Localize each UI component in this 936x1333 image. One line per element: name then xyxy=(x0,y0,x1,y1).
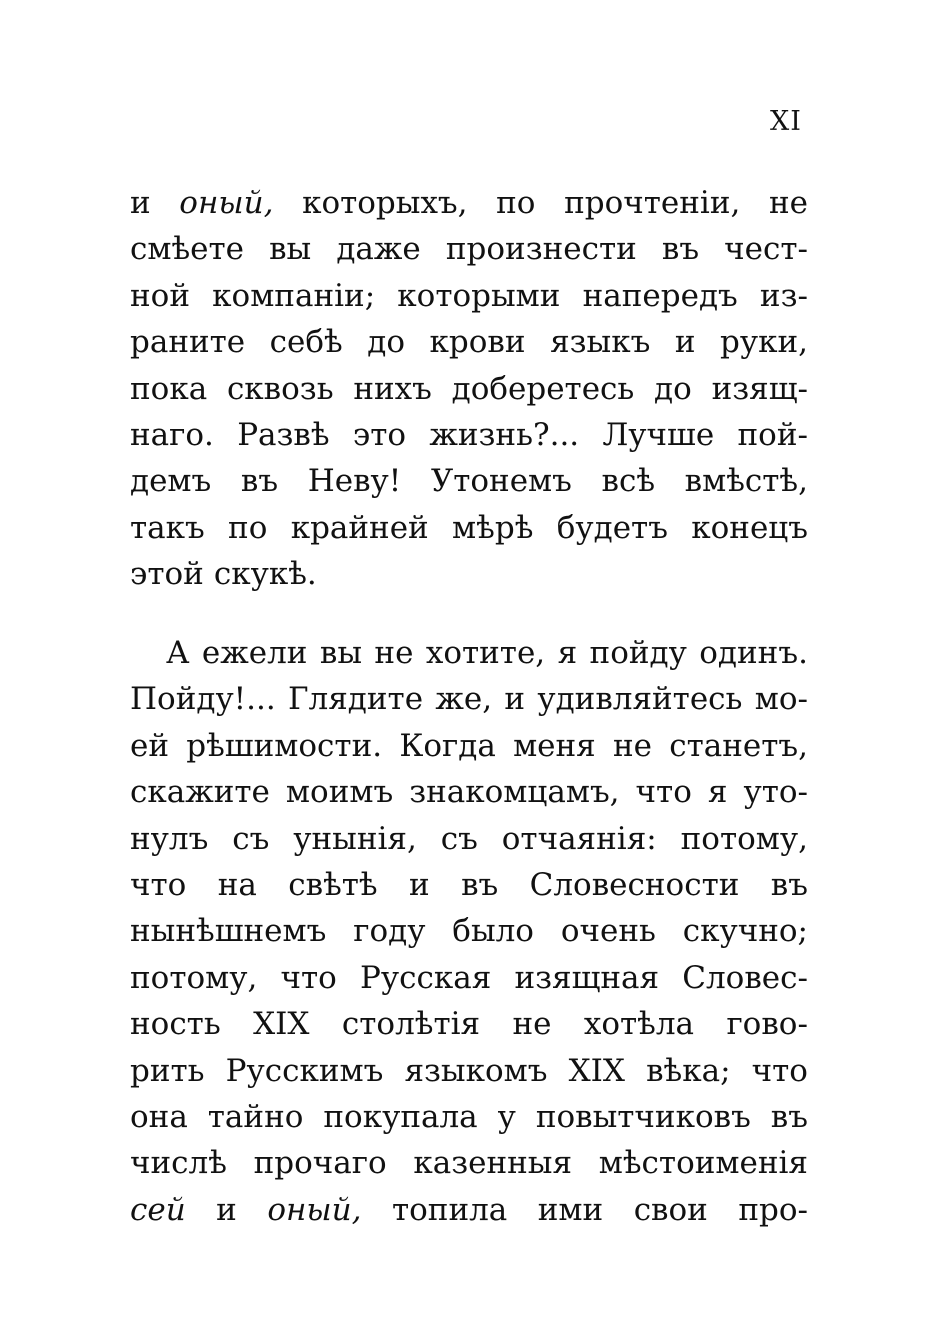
word: крови xyxy=(429,324,526,361)
text-line xyxy=(130,769,808,815)
text-line xyxy=(130,862,808,908)
word: въ xyxy=(770,866,808,903)
word: и xyxy=(409,866,430,903)
text-line xyxy=(130,366,808,412)
word: году xyxy=(353,913,426,950)
word: ей xyxy=(130,727,170,764)
word: потому, xyxy=(130,959,258,996)
word: смѣете xyxy=(130,231,245,268)
word: по xyxy=(228,509,268,546)
word: въ xyxy=(461,866,499,903)
page-number: XI xyxy=(770,106,802,137)
word: сквозь xyxy=(226,370,334,407)
text-line xyxy=(130,273,808,319)
word: что xyxy=(751,1052,808,1089)
text-line xyxy=(130,180,808,226)
word: наго. xyxy=(130,416,214,453)
word: Русская xyxy=(360,959,492,996)
word: прочаго xyxy=(253,1145,387,1182)
word: про- xyxy=(738,1191,808,1228)
word: изящная xyxy=(514,959,660,996)
word: у xyxy=(497,1098,516,1135)
text-line xyxy=(130,1001,808,1047)
word: свои xyxy=(633,1191,708,1228)
word: вы xyxy=(269,231,312,268)
word: казенныя xyxy=(413,1145,573,1182)
word: языкъ xyxy=(550,324,651,361)
word: гово- xyxy=(726,1006,808,1043)
word: ими xyxy=(537,1191,604,1228)
word: такъ xyxy=(130,509,205,546)
word: топила xyxy=(391,1191,508,1228)
word: въ xyxy=(661,231,700,268)
word: съ xyxy=(440,820,478,857)
word: скучно; xyxy=(682,913,808,950)
text-line xyxy=(130,816,808,862)
word: ность xyxy=(130,1006,221,1043)
word: отчаянія: xyxy=(501,820,657,857)
word: всѣ xyxy=(601,463,656,500)
word: хотите, xyxy=(425,635,546,671)
word: Лучше xyxy=(602,416,715,453)
word: произнести xyxy=(445,231,637,268)
word: я xyxy=(557,635,578,671)
paragraph-1 xyxy=(130,180,808,598)
word: что xyxy=(130,866,187,903)
text-line xyxy=(130,630,808,676)
text-line xyxy=(130,1048,808,1094)
text-line xyxy=(130,908,808,954)
word: столѣтія xyxy=(341,1006,481,1043)
word: Словесности xyxy=(529,866,740,903)
word: нынѣшнемъ xyxy=(130,913,327,950)
word: не xyxy=(512,1006,552,1043)
paragraph-2 xyxy=(130,630,808,1233)
word: уто- xyxy=(743,774,808,811)
word: и xyxy=(504,681,526,718)
text-line xyxy=(130,1094,808,1140)
word: этой xyxy=(130,556,204,593)
word: не xyxy=(374,635,414,671)
word: пойду xyxy=(589,635,687,671)
word: А xyxy=(166,635,190,671)
word: оный, xyxy=(179,185,274,221)
word: руки, xyxy=(720,324,808,361)
word: скукѣ. xyxy=(213,556,317,593)
word: скажите xyxy=(130,774,270,811)
word: рить xyxy=(130,1052,205,1089)
word: Когда xyxy=(399,727,496,764)
word: очень xyxy=(560,913,656,950)
word: демъ xyxy=(130,463,212,500)
word: которыхъ, xyxy=(302,185,468,221)
word: оный, xyxy=(267,1191,362,1228)
word: же, xyxy=(435,681,493,718)
word: XIX xyxy=(568,1052,625,1089)
word: компаніи; xyxy=(212,277,376,314)
word: напередъ xyxy=(582,277,738,314)
word: хотѣла xyxy=(583,1006,695,1043)
text-line xyxy=(130,676,808,722)
word: языкомъ xyxy=(404,1052,548,1089)
word: это xyxy=(352,416,407,453)
word: нихъ xyxy=(353,370,432,407)
word: вмѣстѣ, xyxy=(684,463,808,500)
word: до xyxy=(367,324,406,361)
word: из- xyxy=(759,277,808,314)
word: въ xyxy=(240,463,279,500)
word: я xyxy=(707,774,728,811)
word: XIX xyxy=(253,1006,310,1043)
word: потому, xyxy=(680,820,808,857)
word: на xyxy=(217,866,257,903)
word: жизнь?... xyxy=(429,416,580,453)
word: по xyxy=(496,185,536,221)
word: будетъ xyxy=(556,509,668,546)
word: тайно xyxy=(207,1098,304,1135)
text-line xyxy=(130,723,808,769)
word: въ xyxy=(770,1098,808,1135)
word: изящ- xyxy=(711,370,808,407)
text-line xyxy=(130,226,808,272)
word: станетъ, xyxy=(669,727,808,764)
word: удивляйтесь xyxy=(537,681,743,718)
word: пока xyxy=(130,370,208,407)
word: мо- xyxy=(754,681,808,718)
word: одинъ. xyxy=(699,635,808,671)
text-line xyxy=(130,458,808,504)
word: Утонемъ xyxy=(430,463,572,500)
word: Глядите xyxy=(288,681,424,718)
word: доберетесь xyxy=(451,370,635,407)
word: покупала xyxy=(323,1098,478,1135)
word: и xyxy=(674,324,696,361)
word: было xyxy=(452,913,534,950)
word: свѣтѣ xyxy=(288,866,378,903)
word: Неву! xyxy=(307,463,402,500)
word: крайней xyxy=(290,509,429,546)
text-line xyxy=(130,412,808,458)
word: повытчиковъ xyxy=(535,1098,751,1135)
text-line xyxy=(130,319,808,365)
word: мѣрѣ xyxy=(452,509,534,546)
word: что xyxy=(635,774,692,811)
word: не xyxy=(613,727,653,764)
word: Словес- xyxy=(682,959,808,996)
word: раните xyxy=(130,324,246,361)
text-line xyxy=(130,1187,808,1233)
word: вѣка; xyxy=(646,1052,731,1089)
word: знакомцамъ, xyxy=(409,774,620,811)
word: сей xyxy=(130,1191,186,1228)
word: мѣстоименія xyxy=(598,1145,808,1182)
word: Пойду!... xyxy=(130,681,276,718)
text-line xyxy=(130,1140,808,1186)
word: чест- xyxy=(724,231,808,268)
word: себѣ xyxy=(269,324,343,361)
word: съ xyxy=(232,820,270,857)
word: она xyxy=(130,1098,188,1135)
word: прочтеніи, xyxy=(564,185,741,221)
word: ной xyxy=(130,277,190,314)
word: моимъ xyxy=(285,774,394,811)
word: и xyxy=(130,185,151,221)
text-line xyxy=(130,505,808,551)
word: что xyxy=(280,959,337,996)
word: унынія, xyxy=(293,820,417,857)
word: рѣшимости. xyxy=(186,727,383,764)
word: вы xyxy=(319,635,363,671)
word: не xyxy=(768,185,808,221)
text-line xyxy=(130,551,808,597)
word: Развѣ xyxy=(237,416,330,453)
text-line xyxy=(130,955,808,1001)
word: конецъ xyxy=(691,509,808,546)
word: нулъ xyxy=(130,820,209,857)
word: числѣ xyxy=(130,1145,227,1182)
word: до xyxy=(654,370,692,407)
word: даже xyxy=(336,231,421,268)
word: Русскимъ xyxy=(225,1052,384,1089)
word: меня xyxy=(513,727,596,764)
word: пой- xyxy=(737,416,808,453)
word: которыми xyxy=(397,277,561,314)
word: ежели xyxy=(201,635,308,671)
word: и xyxy=(216,1191,237,1228)
